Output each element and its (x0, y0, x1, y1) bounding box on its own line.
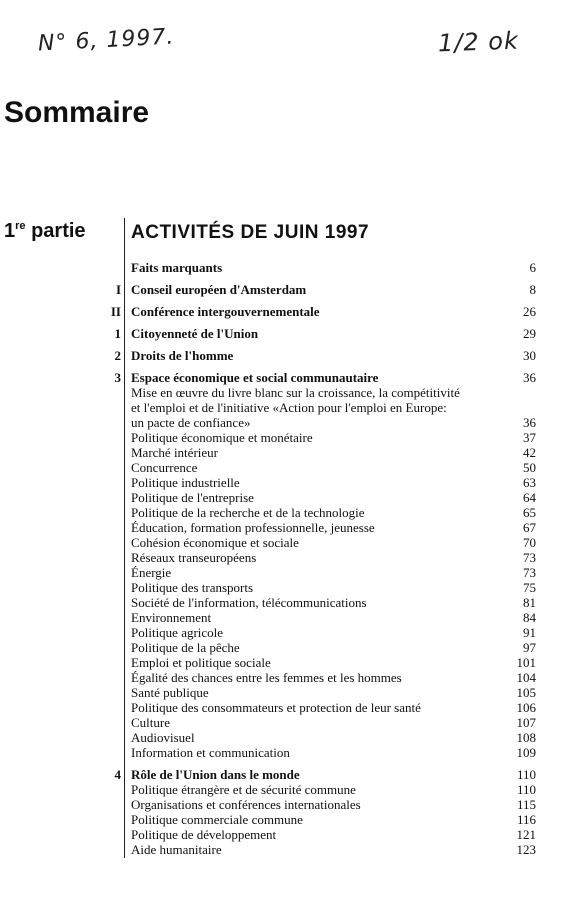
toc-entry-page: 36 (523, 415, 536, 430)
toc-entry (0, 685, 564, 700)
toc-entry-page: 81 (523, 595, 536, 610)
toc-entry-page: 108 (516, 730, 536, 745)
toc-entry (0, 550, 564, 565)
toc-entry-number: 4 (114, 767, 121, 782)
toc-entry-number: 2 (114, 348, 121, 363)
toc-entry (0, 640, 564, 655)
toc-entry-page: 37 (523, 430, 536, 445)
part-number: 1 (4, 220, 16, 242)
toc-entry-title: Concurrence (131, 460, 198, 475)
toc-entry-title: Marché intérieur (131, 445, 218, 460)
part-ordinal-suffix: re (15, 220, 26, 232)
toc-entry (0, 700, 564, 715)
toc-entry-page: 36 (523, 370, 536, 385)
toc-entry-page: 110 (516, 767, 536, 782)
toc-entry-page: 107 (516, 715, 536, 730)
toc-entry (0, 655, 564, 670)
toc-entry-title: Environnement (131, 610, 212, 625)
toc-entry-page: 109 (516, 745, 536, 760)
toc-entry (0, 520, 564, 535)
toc-entry-title: Faits marquants (131, 260, 223, 275)
toc-entry-page: 116 (516, 812, 536, 827)
toc-entry (0, 385, 564, 400)
toc-entry-title: Politique des transports (131, 580, 254, 595)
toc-entry (0, 460, 564, 475)
toc-entry-title: Égalité des chances entre les femmes et les hommes (131, 670, 402, 685)
toc-entry-title: Éducation, formation professionnelle, jeunesse (131, 520, 375, 535)
toc-entry-title: Information et communication (131, 745, 290, 760)
toc-entry-page: 115 (516, 797, 536, 812)
toc-entry (0, 260, 564, 275)
toc-entry-page: 70 (523, 535, 536, 550)
toc-entry-page: 29 (523, 326, 536, 341)
toc-entry (0, 445, 564, 460)
toc-entry-title: Conseil européen d'Amsterdam (131, 282, 307, 297)
toc-entry-number: 1 (114, 326, 121, 341)
toc-entry-page: 104 (516, 670, 536, 685)
toc-entry-number: I (115, 282, 121, 297)
toc-entry-title: Citoyenneté de l'Union (131, 326, 259, 341)
toc-entry-title: et l'emploi et de l'initiative «Action pour l'emploi en Europe: (131, 400, 447, 415)
toc-entry-page: 75 (523, 580, 536, 595)
toc-entry-title: Culture (131, 715, 170, 730)
toc-entry-title: Politique étrangère et de sécurité commune (131, 782, 356, 797)
toc-entry-title: Emploi et politique sociale (131, 655, 271, 670)
toc-entry (0, 767, 564, 782)
toc-entry-title: Réseaux transeuropéens (131, 550, 257, 565)
toc-entry-page: 26 (523, 304, 536, 319)
toc-entry (0, 745, 564, 760)
toc-entry-page: 64 (523, 490, 536, 505)
toc-entry-page: 106 (516, 700, 536, 715)
toc-entry-title: Cohésion économique et sociale (131, 535, 299, 550)
toc-entry-title: Politique économique et monétaire (131, 430, 313, 445)
toc-entry-page: 65 (523, 505, 536, 520)
toc-entry-page: 73 (523, 550, 536, 565)
toc-entry (0, 326, 564, 341)
toc-entry (0, 565, 564, 580)
toc-entry-number: II (110, 304, 121, 319)
toc-entry-title: Rôle de l'Union dans le monde (131, 767, 300, 782)
toc-entry-title: Politique commerciale commune (131, 812, 303, 827)
toc-entry-title: Conférence intergouvernementale (131, 304, 320, 319)
toc-entry (0, 400, 564, 415)
toc-entry (0, 370, 564, 385)
toc-entry (0, 490, 564, 505)
toc-entry (0, 827, 564, 842)
toc-entry-page: 6 (529, 260, 536, 275)
toc-entry-page: 105 (516, 685, 536, 700)
toc-entry (0, 610, 564, 625)
toc-entry-title: Organisations et conférences internationales (131, 797, 361, 812)
toc-entry (0, 782, 564, 797)
toc-entry (0, 282, 564, 297)
toc-entry-page: 101 (516, 655, 536, 670)
toc-entry (0, 304, 564, 319)
toc-entry-title: Aide humanitaire (131, 842, 222, 857)
toc-entry-title: Politique industrielle (131, 475, 240, 490)
toc-entry-page: 8 (529, 282, 536, 297)
toc-entry-page: 50 (523, 460, 536, 475)
toc-entry-page: 91 (523, 625, 536, 640)
section-heading: ACTIVITÉS DE JUIN 1997 (131, 222, 370, 243)
toc-entry-title: Énergie (131, 565, 172, 580)
toc-entry (0, 595, 564, 610)
toc-entry (0, 505, 564, 520)
toc-entry-page: 110 (516, 782, 536, 797)
toc-entry (0, 625, 564, 640)
toc-entry (0, 730, 564, 745)
toc-entry-title: Politique des consommateurs et protection de leur santé (131, 700, 421, 715)
toc-entry-page: 97 (523, 640, 536, 655)
toc-entry-title: Politique de l'entreprise (131, 490, 254, 505)
toc-entry-page: 123 (516, 842, 536, 857)
toc-entry-title: Politique de développement (131, 827, 277, 842)
toc-entry-title: Politique de la pêche (131, 640, 240, 655)
toc-entry-number: 3 (114, 370, 121, 385)
toc-entry (0, 797, 564, 812)
toc-entry-page: 84 (523, 610, 536, 625)
toc-entry-title: Société de l'information, télécommunications (131, 595, 367, 610)
toc-entry-title: Mise en œuvre du livre blanc sur la croissance, la compétitivité (131, 385, 460, 400)
toc-entry-title: Santé publique (131, 685, 209, 700)
toc-entry-page: 67 (523, 520, 536, 535)
toc-entry (0, 812, 564, 827)
toc-entry (0, 670, 564, 685)
part-label (4, 220, 86, 243)
handwritten-ok-note: 1/2 ok (437, 26, 520, 58)
toc-entry-title: Espace économique et social communautaire (131, 370, 379, 385)
toc-entry-title: Droits de l'homme (131, 348, 234, 363)
handwritten-issue-note: N° 6, 1997. (37, 24, 175, 57)
toc-entry-page: 30 (523, 348, 536, 363)
toc-entry-title: Politique agricole (131, 625, 224, 640)
toc-entry (0, 348, 564, 363)
toc-entry (0, 580, 564, 595)
toc-entry (0, 715, 564, 730)
page-title: Sommaire (4, 96, 150, 129)
toc-entry (0, 430, 564, 445)
toc-entry-title: un pacte de confiance» (131, 415, 251, 430)
toc-entry-page: 121 (516, 827, 536, 842)
toc-entry (0, 842, 564, 857)
toc-entry-page: 73 (523, 565, 536, 580)
table-of-contents (0, 260, 564, 857)
toc-entry-page: 63 (523, 475, 536, 490)
toc-entry-title: Audiovisuel (131, 730, 195, 745)
toc-entry-title: Politique de la recherche et de la technologie (131, 505, 365, 520)
toc-entry (0, 415, 564, 430)
part-word: partie (31, 220, 86, 242)
toc-entry-page: 42 (523, 445, 536, 460)
toc-entry (0, 535, 564, 550)
toc-entry (0, 475, 564, 490)
